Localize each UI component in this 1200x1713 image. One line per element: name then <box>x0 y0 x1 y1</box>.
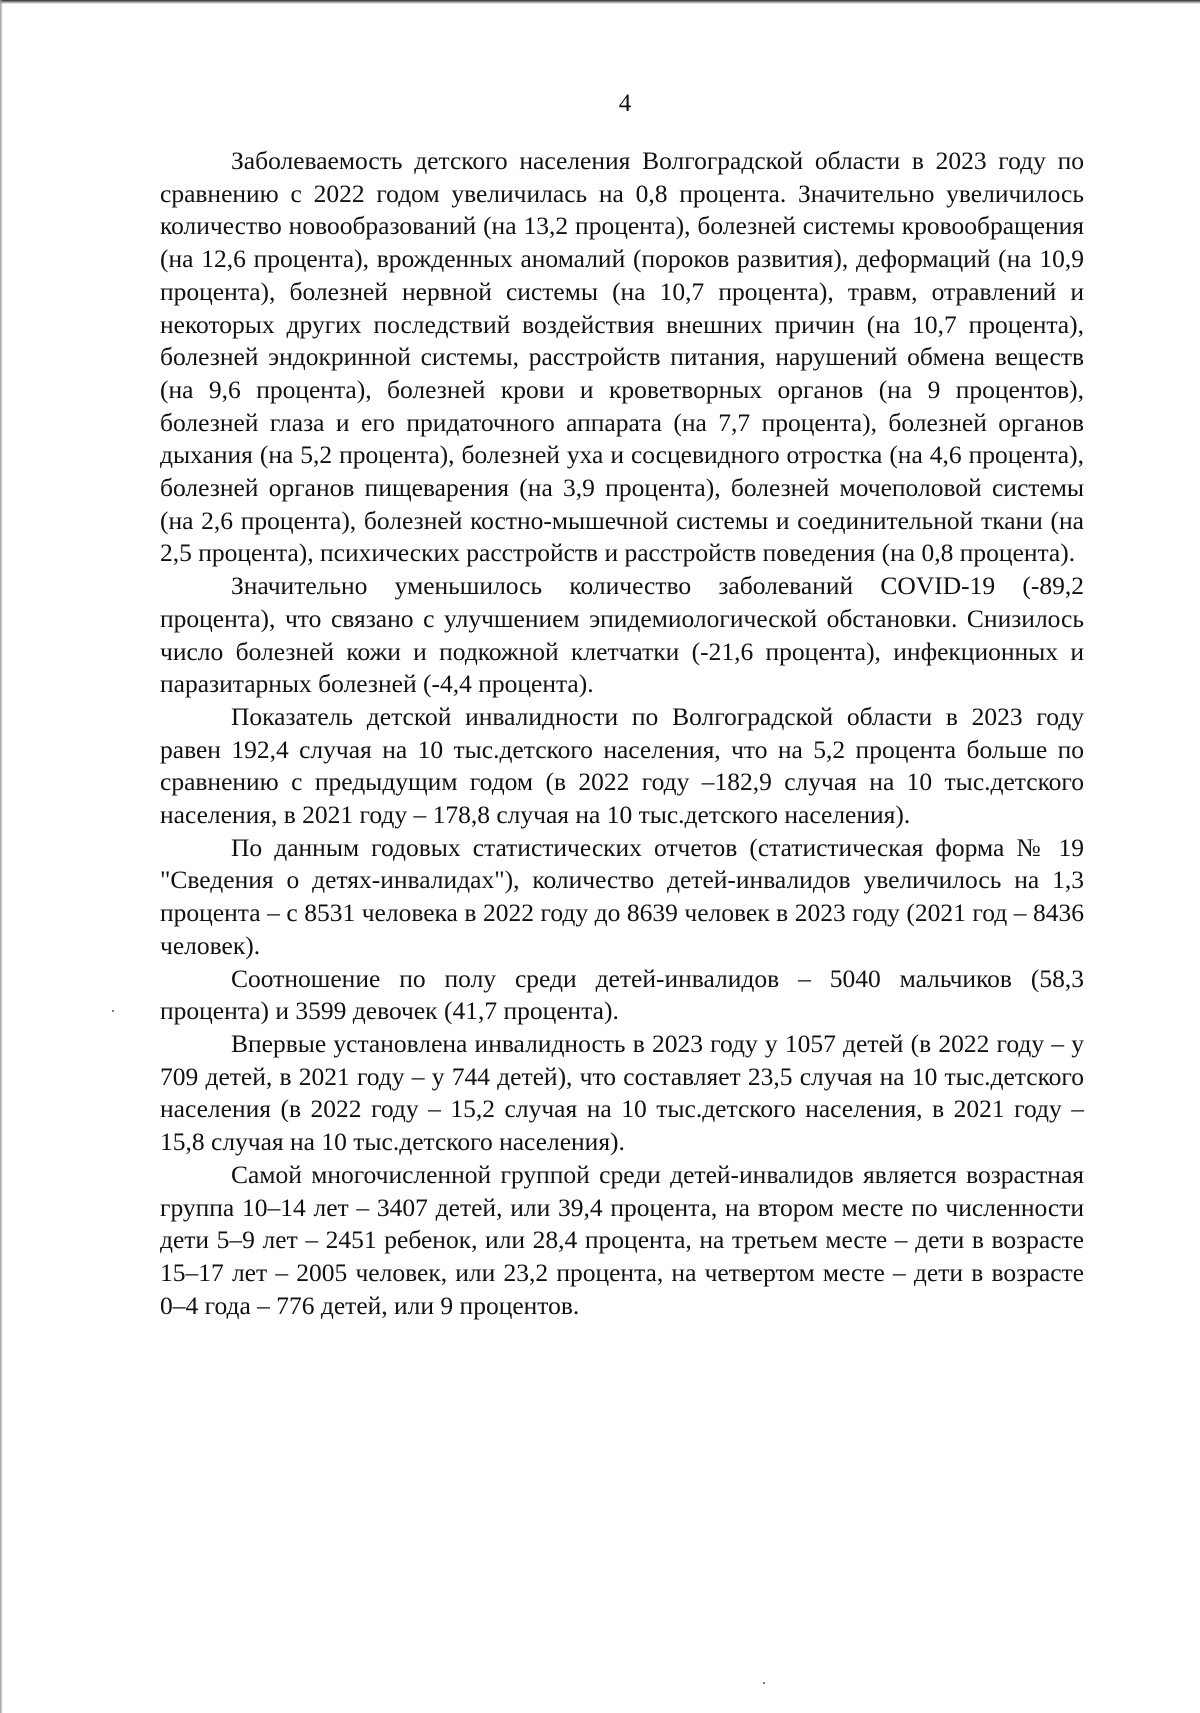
paragraph-gender-ratio: Соотношение по полу среди детей-инвалидов – 5040 мальчиков (58,3 процента) и 3599 девочек (41,7 процента). <box>160 963 1084 1026</box>
page-number: 4 <box>618 90 632 117</box>
paragraph-disabled-children-count: По данным годовых статистических отчетов (статистическая форма № 19 "Сведения о детях-инвалидах"), количество детей-инвалидов увеличилось на 1,3 процента – с 8531 человека в 2022 году до 8639 человек в 2023 году (2021 год – 8436 человек). <box>160 832 1084 960</box>
paragraph-decreased-diseases: Значительно уменьшилось количество заболеваний COVID-19 (-89,2 процента), что связано с улучшением эпидемиологической обстановки. Снизилось число болезней кожи и подкожной клетчатки (-21,6 процента), инфекционных и паразитарных болезней (-4,4 процента). <box>160 571 1084 699</box>
scan-speck <box>112 1010 114 1012</box>
scan-border-left <box>0 0 3 1713</box>
scan-border-top <box>0 0 1200 4</box>
document-body <box>160 145 1084 1322</box>
paragraph-disability-rate: Показатель детской инвалидности по Волгоградской области в 2023 году равен 192,4 случая на 10 тыс.детского населения, что на 5,2 процента больше по сравнению с предыдущим годом (в 2022 году –182,9 случая на 10 тыс.детского населения, в 2021 году – 178,8 случая на 10 тыс.детского населения). <box>160 701 1084 830</box>
paragraph-first-time-disability: Впервые установлена инвалидность в 2023 году у 1057 детей (в 2022 году – у 709 детей, в 2021 году – у 744 детей), что составляет 23,5 случая на 10 тыс.детского населения (в 2022 году – 15,2 случая на 10 тыс.детского населения, в 2021 году – 15,8 случая на 10 тыс.детского населения). <box>160 1028 1084 1157</box>
scan-speck <box>763 1682 765 1684</box>
paragraph-child-morbidity: Заболеваемость детского населения Волгоградской области в 2023 году по сравнению с 2022 годом увеличилась на 0,8 процента. Значительно увеличилось количество новообразований (на 13,2 процента), болезней системы кровообращения (на 12,6 процента), врожденных аномалий (пороков развития), деформаций (на 10,9 процента), болезней нервной системы (на 10,7 процента), травм, отравлений и некоторых других последствий воздействия внешних причин (на 10,7 процента), болезней эндокринной системы, расстройств питания, нарушений обмена веществ (на 9,6 процента), болезней крови и кроветворных органов (на 9 процентов), болезней глаза и его придаточного аппарата (на 7,7 процента), болезней органов дыхания (на 5,2 процента), болезней уха и сосцевидного отростка (на 4,6 процента), болезней органов пищеварения (на 3,9 процента), болезней мочеполовой системы (на 2,6 процента), болезней костно-мышечной системы и соединительной ткани (на 2,5 процента), психических расстройств и расстройств поведения (на 0,8 процента). <box>160 146 1084 568</box>
paragraph-age-groups: Самой многочисленной группой среди детей-инвалидов является возрастная группа 10–14 лет – 3407 детей, или 39,4 процента, на втором месте по численности дети 5–9 лет – 2451 ребенок, или 28,4 процента, на третьем месте – дети в возрасте 15–17 лет – 2005 человек, или 23,2 процента, на четвертом месте – дети в возрасте 0–4 года – 776 детей, или 9 процентов. <box>160 1159 1084 1320</box>
